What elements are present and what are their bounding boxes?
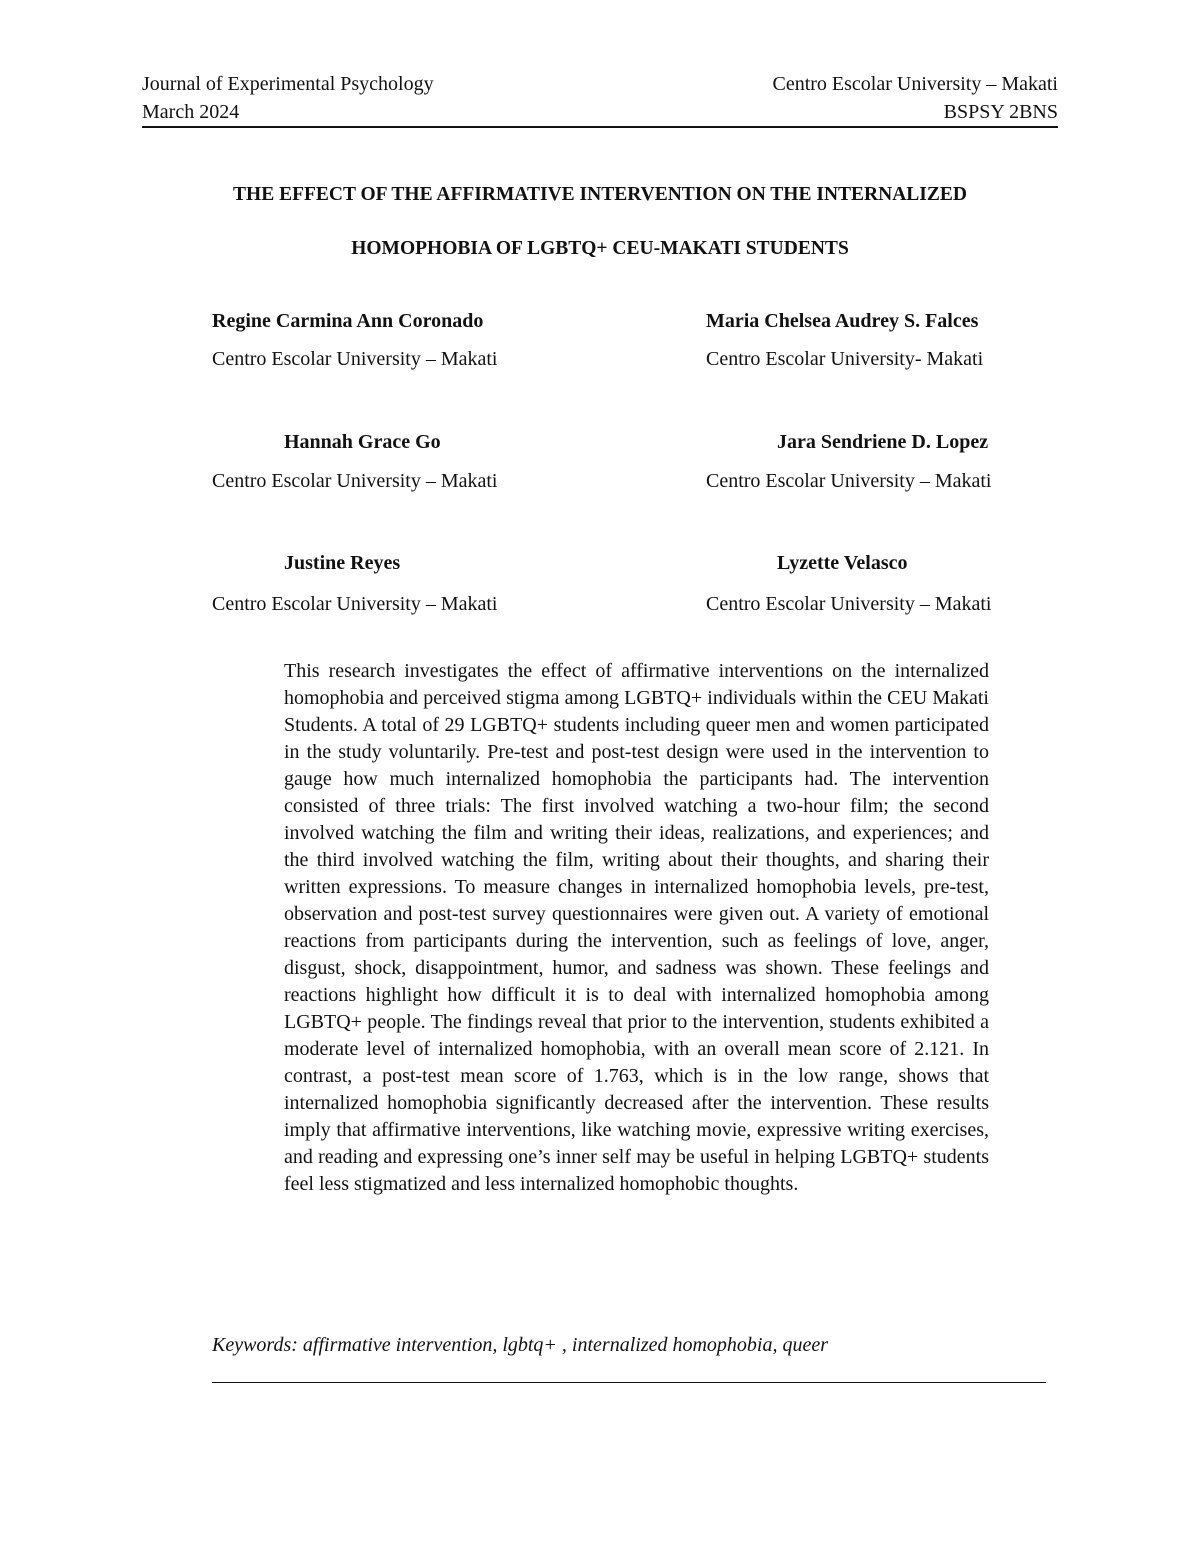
author-name: Lyzette Velasco (777, 552, 908, 574)
author-affiliation: Centro Escolar University – Makati (212, 593, 498, 615)
paper-title-line-1: THE EFFECT OF THE AFFIRMATIVE INTERVENTION ON THE INTERNALIZED (233, 184, 967, 205)
author-name: Maria Chelsea Audrey S. Falces (706, 310, 979, 332)
keywords: Keywords: affirmative intervention, lgbtq+ , internalized homophobia, queer (212, 1334, 829, 1356)
header-section: BSPSY 2BNS (943, 101, 1058, 123)
author-affiliation: Centro Escolar University – Makati (212, 470, 498, 492)
author-affiliation: Centro Escolar University – Makati (212, 348, 498, 370)
section-rule (212, 1382, 1046, 1383)
abstract-text: This research investigates the effect of affirmative interventions on the internalized homophobia and perceived stigma among LGBTQ+ individuals within the CEU Makati Students. A total of 29 LGBTQ+ students including queer men and women participated in the study voluntarily. Pre-test and post-test design were used in the intervention to gauge how much internalized homophobia the participants had. The intervention consisted of three trials: The first involved watching a two-hour film; the second involved watching the film and writing their ideas, realizations, and experiences; and the third involved watching the film, writing about their thoughts, and sharing their written expressions. To measure changes in internalized homophobia levels, pre-test, observation and post-test survey questionnaires were given out. A variety of emotional reactions from participants during the intervention, such as feelings of love, anger, disgust, shock, disappointment, humor, and sadness was shown. These feelings and reactions highlight how difficult it is to deal with internalized homophobia among LGBTQ+ people. The findings reveal that prior to the intervention, students exhibited a moderate level of internalized homophobia, with an overall mean score of 2.121. In contrast, a post-test mean score of 1.763, which is in the low range, shows that internalized homophobia significantly decreased after the intervention. These results imply that affirmative interventions, like watching movie, expressive writing exercises, and reading and expressing one’s inner self may be useful in helping LGBTQ+ students feel less stigmatized and less internalized homophobic thoughts. (284, 660, 989, 1195)
header-right (773, 70, 1059, 126)
header-rule (142, 126, 1058, 128)
author-name: Hannah Grace Go (284, 431, 441, 453)
journal-name: Journal of Experimental Psychology (142, 73, 434, 95)
header-institution: Centro Escolar University – Makati (772, 73, 1058, 95)
author-affiliation: Centro Escolar University- Makati (706, 348, 984, 370)
author-name: Justine Reyes (284, 552, 401, 574)
author-name: Regine Carmina Ann Coronado (212, 310, 484, 332)
paper-title-line-2: HOMOPHOBIA OF LGBTQ+ CEU-MAKATI STUDENTS (351, 238, 849, 259)
author-name: Jara Sendriene D. Lopez (777, 431, 989, 453)
publication-date: March 2024 (142, 101, 240, 123)
author-affiliation: Centro Escolar University – Makati (706, 470, 992, 492)
author-affiliation: Centro Escolar University – Makati (706, 593, 992, 615)
header-left (142, 70, 434, 126)
